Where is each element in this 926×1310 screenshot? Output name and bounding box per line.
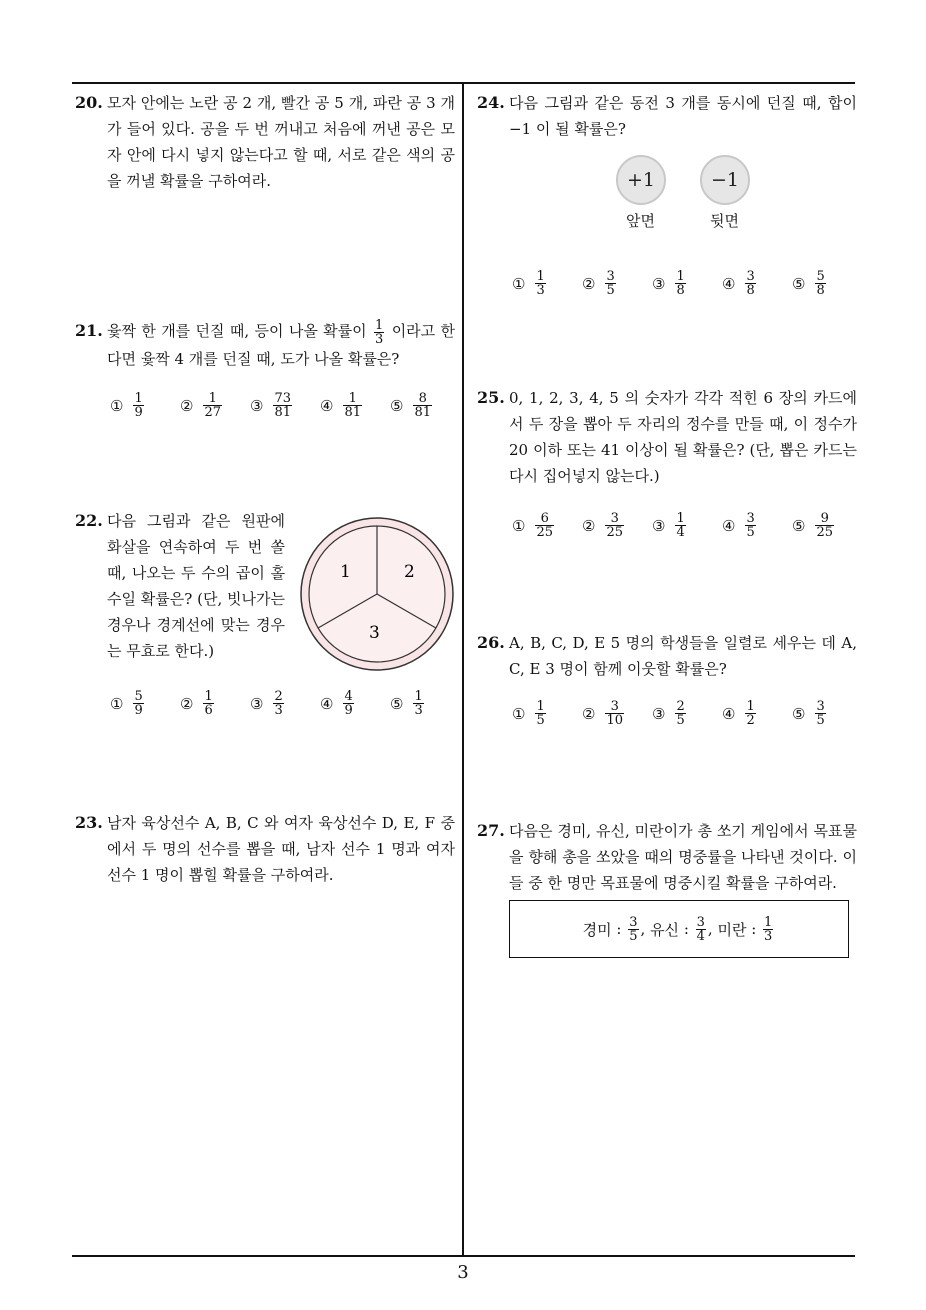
question-text: A, B, C, D, E 5 명의 학생들을 일렬로 세우는 데 A, C, E 3 명이 함께 이웃할 확률은? <box>509 634 857 678</box>
question-27 <box>477 818 857 896</box>
question-text: 남자 육상선수 A, B, C 와 여자 육상선수 D, E, F 중에서 두 명의 선수를 뽑을 때, 남자 선수 1 명과 여자 선수 1 명이 뽑힐 확률을 구하여라. <box>107 814 455 884</box>
choice-5[interactable]: ⑤ $\frac{1}{3}$ <box>390 689 423 718</box>
question-number: 22. <box>75 511 103 530</box>
question-text: 다음 그림과 같은 원판에 화살을 연속하여 두 번 쏠 때, 나오는 두 수의 곱이 홀수일 확률은? (단, 빗나가는 경우나 경계선에 맞는 경우는 무효로 한다.) <box>107 512 285 660</box>
choices-25 <box>512 512 857 539</box>
question-text: 다음 그림과 같은 동전 3 개를 동시에 던질 때, 합이 −1 이 될 확률은? <box>509 94 857 138</box>
question-26 <box>477 630 857 682</box>
coin-front-label: 앞면 <box>626 212 655 230</box>
question-text: 모자 안에는 노란 공 2 개, 빨간 공 5 개, 파란 공 3 개가 들어 있다. 공을 두 번 꺼내고 처음에 꺼낸 공은 모자 안에 다시 넣지 않는다고 할 때, 서로 같은 색의 공을 꺼낼 확률을 구하여라. <box>107 94 455 190</box>
choice-2[interactable]: ② $\frac{3}{5}$ <box>582 269 615 298</box>
question-20 <box>75 90 455 194</box>
choice-4[interactable]: ④ $\frac{1}{81}$ <box>320 391 361 420</box>
choice-1[interactable]: ① $\frac{1}{5}$ <box>512 699 545 728</box>
choice-1[interactable]: ① $\frac{1}{3}$ <box>512 269 545 298</box>
choice-4[interactable]: ④ $\frac{4}{9}$ <box>320 689 353 718</box>
choice-1[interactable]: ① $\frac{6}{25}$ <box>512 511 553 540</box>
hit-rate-box: 경미 : $\frac{3}{5}$ , 유신 : $\frac{3}{4}$ , 미란 : $\frac{1}{3}$ <box>509 900 849 958</box>
top-rule <box>72 82 855 84</box>
choices-24 <box>512 270 857 297</box>
choice-3[interactable]: ③ $\frac{2}{3}$ <box>250 689 283 718</box>
question-number: 24. <box>477 93 505 112</box>
question-number: 26. <box>477 633 505 652</box>
coin-front: +1 <box>616 155 666 205</box>
question-number: 25. <box>477 388 505 407</box>
choices-22 <box>110 690 440 717</box>
question-text: 0, 1, 2, 3, 4, 5 의 숫자가 각각 적힌 6 장의 카드에서 두 장을 뽑아 두 자리의 정수를 만들 때, 이 정수가 20 이하 또는 41 이상이 될 확률은? (단, 뽑은 카드는 다시 집어넣지 않는다.) <box>509 389 857 485</box>
question-text: 다음은 경미, 유신, 미란이가 총 쏘기 게임에서 목표물을 향해 총을 쏘았을 때의 명중률을 나타낸 것이다. 이들 중 한 명만 목표물에 명중시킬 확률을 구하여라. <box>509 822 857 892</box>
question-number: 21. <box>75 321 103 340</box>
question-number: 20. <box>75 93 103 112</box>
question-24 <box>477 90 857 142</box>
disc-label-1: 1 <box>340 562 351 582</box>
choice-5[interactable]: ⑤ $\frac{5}{8}$ <box>792 269 825 298</box>
choice-1[interactable]: ① $\frac{1}{9}$ <box>110 391 143 420</box>
page-number: 3 <box>457 1262 469 1283</box>
question-number: 23. <box>75 813 103 832</box>
coin-back: −1 <box>700 155 750 205</box>
disc-label-3: 3 <box>369 623 380 643</box>
fraction: $\frac{1}{3}$ <box>375 317 384 347</box>
choice-5[interactable]: ⑤ $\frac{9}{25}$ <box>792 511 833 540</box>
choice-3[interactable]: ③ $\frac{1}{8}$ <box>652 269 685 298</box>
choice-5[interactable]: ⑤ $\frac{3}{5}$ <box>792 699 825 728</box>
choice-2[interactable]: ② $\frac{1}{6}$ <box>180 689 213 718</box>
question-21 <box>75 318 455 372</box>
choice-4[interactable]: ④ $\frac{1}{2}$ <box>722 699 755 728</box>
choice-2[interactable]: ② $\frac{3}{10}$ <box>582 699 623 728</box>
column-divider <box>462 82 464 1256</box>
choice-4[interactable]: ④ $\frac{3}{5}$ <box>722 511 755 540</box>
coin-back-label: 뒷면 <box>710 212 739 230</box>
choice-2[interactable]: ② $\frac{1}{27}$ <box>180 391 221 420</box>
choice-5[interactable]: ⑤ $\frac{8}{81}$ <box>390 391 431 420</box>
choice-3[interactable]: ③ $\frac{2}{5}$ <box>652 699 685 728</box>
bottom-rule <box>72 1255 855 1257</box>
question-text: 윷짝 한 개를 던질 때, 등이 나올 확률이 $\frac{1}{3}$ 이라고 한다면 윷짝 4 개를 던질 때, 도가 나올 확률은? <box>107 317 456 368</box>
question-23 <box>75 810 455 888</box>
choice-3[interactable]: ③ $\frac{73}{81}$ <box>250 391 291 420</box>
choices-26 <box>512 700 857 727</box>
question-25 <box>477 385 857 489</box>
disc-figure <box>298 515 456 673</box>
choice-4[interactable]: ④ $\frac{3}{8}$ <box>722 269 755 298</box>
choice-3[interactable]: ③ $\frac{1}{4}$ <box>652 511 685 540</box>
choice-2[interactable]: ② $\frac{3}{25}$ <box>582 511 623 540</box>
question-number: 27. <box>477 821 505 840</box>
question-22 <box>75 508 285 664</box>
choice-1[interactable]: ① $\frac{5}{9}$ <box>110 689 143 718</box>
disc-label-2: 2 <box>404 562 415 582</box>
choices-21 <box>110 392 440 419</box>
